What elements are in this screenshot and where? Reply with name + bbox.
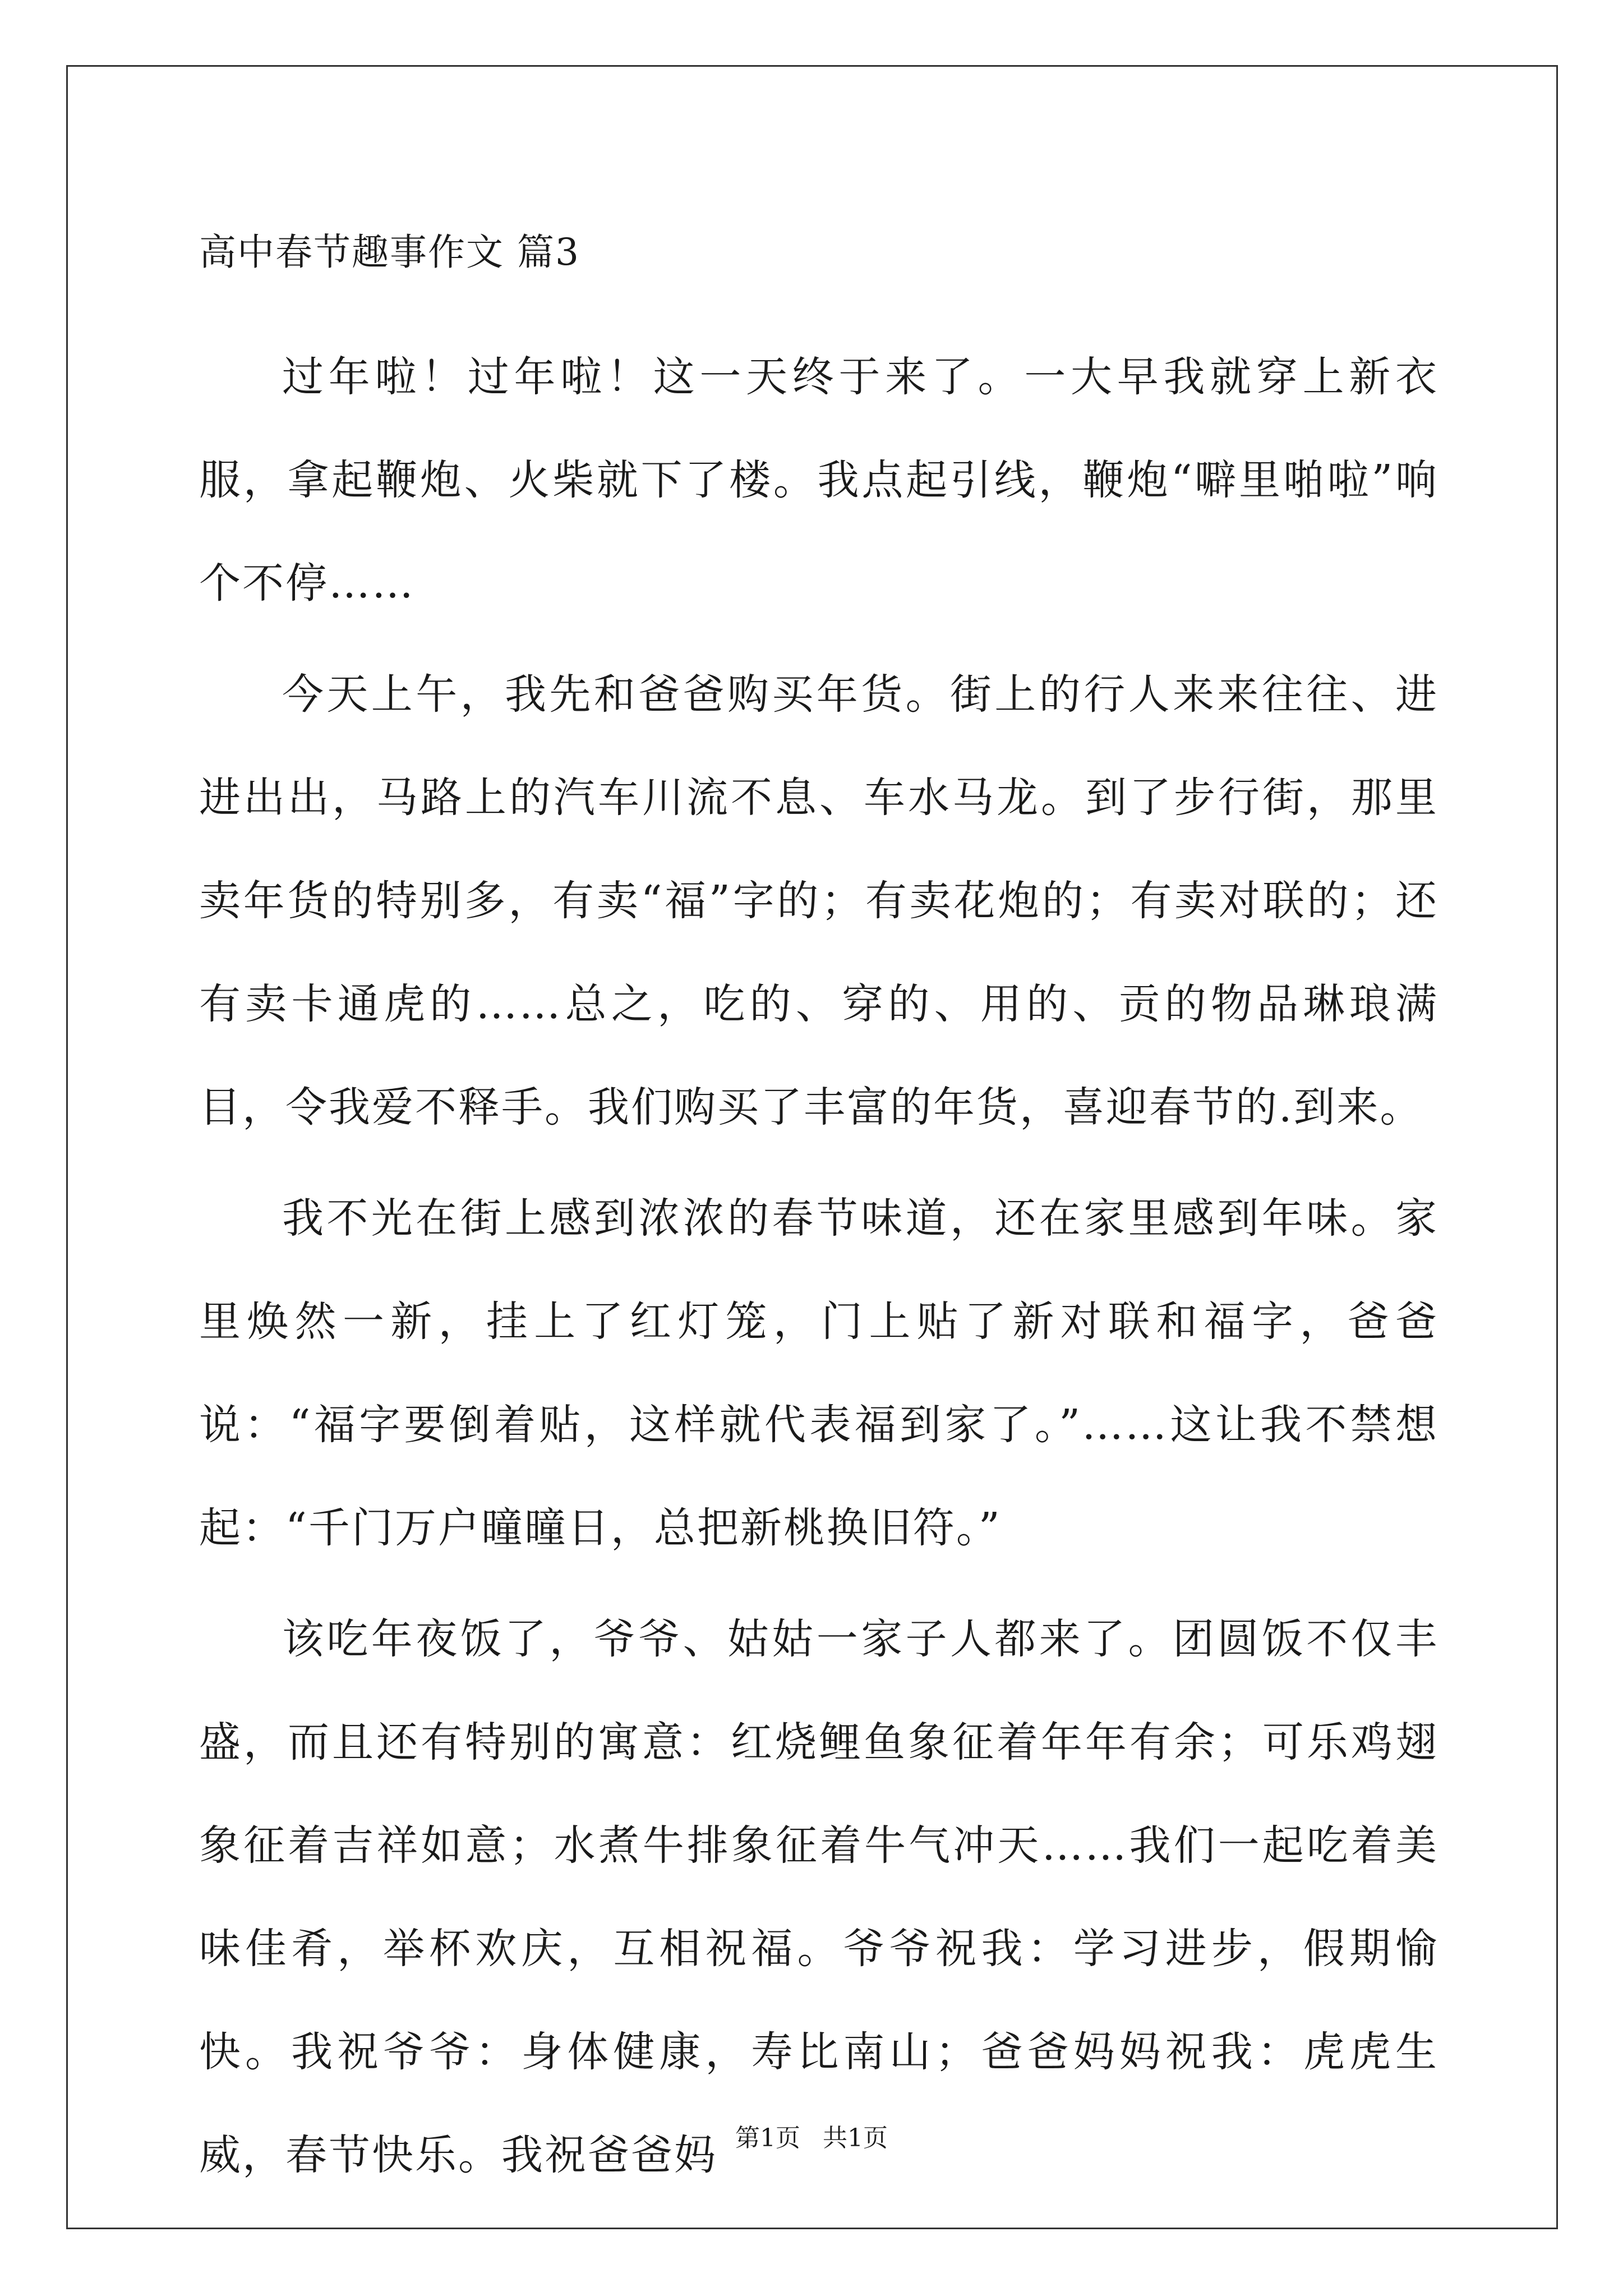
paragraph-4: 该吃年夜饭了，爷爷、姑姑一家子人都来了。团圆饭不仅丰盛，而且还有特别的寓意：红烧鲤鱼象征着年年有余；可乐鸡翅象征着吉祥如意；水煮牛排象征着牛气冲天……我们一起吃着美味佳肴，举杯欢庆，互相祝福。爷爷祝我：学习进步，假期愉快。我祝爷爷：身体健康，寿比南山；爸爸妈妈祝我：虎虎生威，春节快乐。我祝爸爸妈 [199,1615,1438,2179]
page-footer [0,2122,1623,2155]
paragraph-1: 过年啦！过年啦！这一天终于来了。一大早我就穿上新衣服，拿起鞭炮、火柴就下了楼。我点起引线，鞭炮“噼里啪啦”响个不停…… [199,353,1438,608]
document-body [199,219,1438,2207]
paragraph-2: 今天上午，我先和爸爸购买年货。街上的行人来来往往、进进出出，马路上的汽车川流不息、车水马龙。到了步行街，那里卖年货的特别多，有卖“福”字的；有卖花炮的；有卖对联的；还有卖卡通虎的……总之，吃的、穿的、用的、贡的物品琳琅满目，令我爱不释手。我们购买了丰富的年货，喜迎春节的.到来。 [199,670,1438,1131]
paragraph-3: 我不光在街上感到浓浓的春节味道，还在家里感到年味。家里焕然一新，挂上了红灯笼，门上贴了新对联和福字，爸爸说：“福字要倒着贴，这样就代表福到家了。”……这让我不禁想起：“千门万户曈曈日，总把新桃换旧符。” [199,1194,1438,1552]
document-title: 高中春节趣事作文 篇3 [199,231,580,274]
page-number: 第1页 [735,2124,800,2152]
page-total: 共1页 [823,2124,888,2152]
